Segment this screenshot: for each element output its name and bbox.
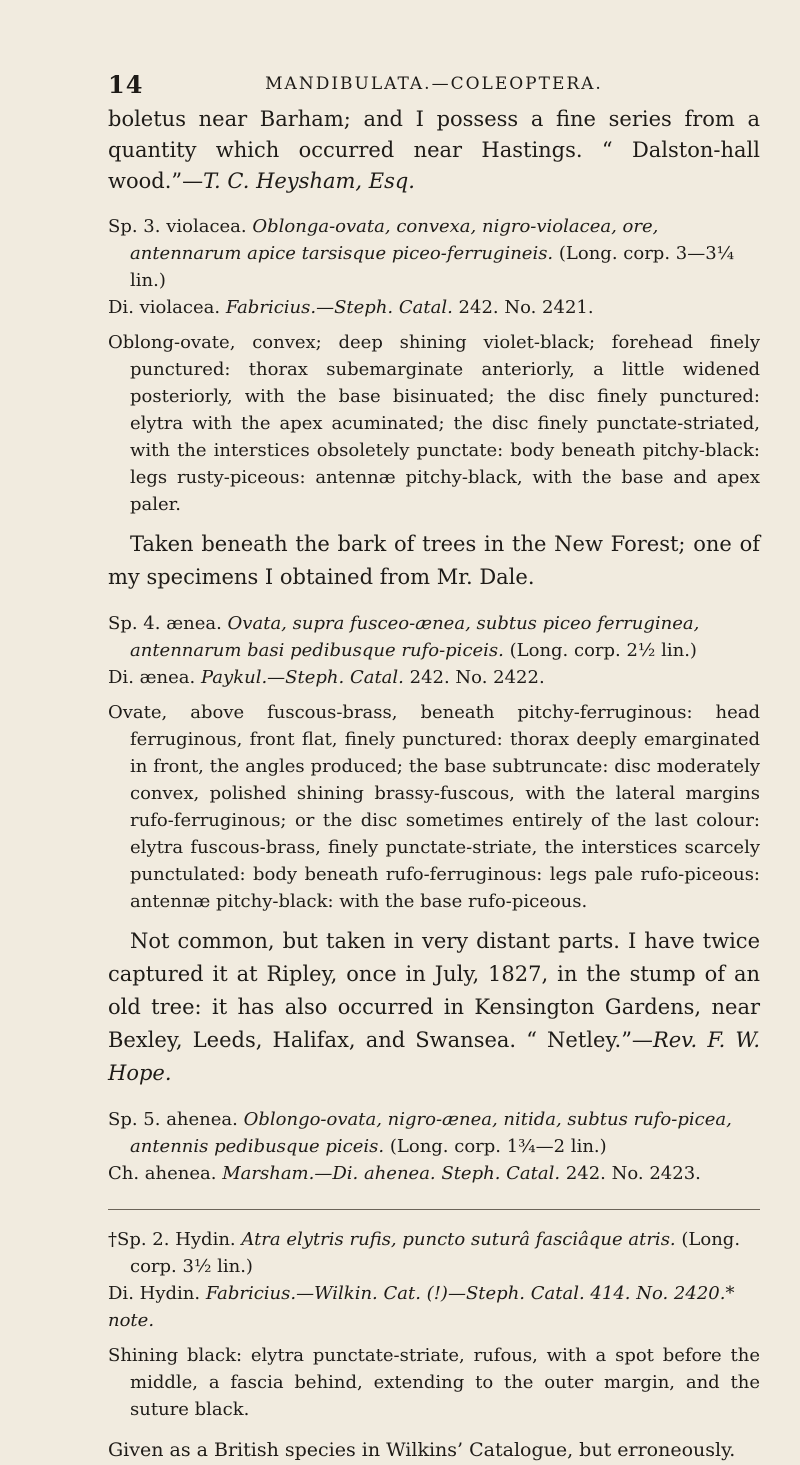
sp3-latin: Oblonga-ovata, convexa, nigro-violacea, ore, antennarum apice tarsisque piceo-ferrugineis. xyxy=(130,216,659,264)
sp4-description: Ovate, above fuscous-brass, beneath pitchy-ferruginous: head ferruginous, front flat, finely punctured: thorax deeply emarginated in front, the angles produced; the base subtruncate: disc moderately convex, polished shining brassy-fuscous, with the lateral margins rufo-ferruginous; or the disc sometimes entirely of the last colour: elytra fuscous-brass, finely punctate-striate, the interstices scarcely punctulated: body beneath rufo-ferruginous: legs pale rufo-piceous: antennæ pitchy-black: with the base rufo-piceous. xyxy=(108,702,760,912)
sp5-syn-label: Ch. ahenea. xyxy=(108,1163,217,1184)
sp3-description: Oblong-ovate, convex; deep shining violet-black; forehead finely punctured: thorax subemarginate anteriorly, a little widened posteriorly, with the base bisinuated; the disc finely punctured: elytra with the apex acuminated; the disc finely punctate-striated, with the interstices obsoletely punctate: body beneath pitchy-black: legs rusty-piceous: antennæ pitchy-black, with the base and apex paler. xyxy=(108,332,760,515)
sp3-syn-num: 242. No. 2421. xyxy=(458,297,594,318)
sp3-note: Taken beneath the bark of trees in the New Forest; one of my specimens I obtained from Mr. Dale. xyxy=(108,532,760,589)
sp2-description: Shining black: elytra punctate-striate, rufous, with a spot before the middle, a fascia behind, extending to the outer margin, and the suture black. xyxy=(108,1345,760,1420)
sp5-label: Sp. 5. ahenea. xyxy=(108,1109,238,1130)
sp4-diagnosis xyxy=(108,610,760,664)
sp4-note-text: Not common, but taken in very distant parts. I have twice captured it at Ripley, once in July, 1827, in the stump of an old tree: it has also occurred in Kensington Gardens, near Bexley, Leeds, Halifax, and Swansea. “ Netley.”— xyxy=(108,929,760,1052)
page-body xyxy=(108,104,760,1465)
lead-paragraph xyxy=(108,104,760,197)
section-divider xyxy=(108,1209,760,1210)
page-header xyxy=(108,70,760,100)
sp5-syn-ref: Marsham.—Di. ahenea. Steph. Catal. xyxy=(222,1163,561,1184)
sp4-note xyxy=(108,925,760,1090)
sp5-latin: Oblongo-ovata, nigro-ænea, nitida, subtus rufo-picea, antennis pedibusque piceis. xyxy=(130,1109,732,1157)
sp3-label: Sp. 3. violacea. xyxy=(108,216,247,237)
sp4-syn-label: Di. ænea. xyxy=(108,667,196,688)
lead-author: T. C. Heysham, Esq. xyxy=(203,169,415,193)
lead-text: boletus near Barham; and I possess a fine series from a quantity which occurred near Hastings. “ Dalston-hall wood.”— xyxy=(108,107,760,193)
sp5-synonym xyxy=(108,1160,760,1187)
sp4-latin: Ovata, supra fusceo-ænea, subtus piceo ferruginea, antennarum basi pedibusque rufo-piceis. xyxy=(130,613,700,661)
sp3-size: (Long. corp. 3—3¼ lin.) xyxy=(130,243,735,291)
sp2-syn-ref: Fabricius.—Wilkin. Cat. (!)—Steph. Catal. xyxy=(205,1283,585,1304)
sp2-latin: Atra elytris rufis, puncto suturâ fasciâque atris. xyxy=(241,1229,676,1250)
sp4-syn-num: 242. No. 2422. xyxy=(409,667,545,688)
sp2-diagnosis xyxy=(108,1226,760,1280)
sp2-synonym xyxy=(108,1280,760,1334)
sp5-size: (Long. corp. 1¾—2 lin.) xyxy=(389,1136,607,1157)
sp5-diagnosis xyxy=(108,1106,760,1160)
sp4-syn-ref: Paykul.—Steph. Catal. xyxy=(200,667,404,688)
sp3-syn-ref: Fabricius.—Steph. Catal. xyxy=(225,297,453,318)
sp3-diagnosis xyxy=(108,213,760,294)
running-head: MANDIBULATA.—COLEOPTERA. xyxy=(265,74,603,94)
sp3-synonym xyxy=(108,294,760,321)
sp5-syn-num: 242. No. 2423. xyxy=(565,1163,701,1184)
sp2-label: †Sp. 2. Hydin. xyxy=(108,1229,236,1250)
page-number: 14 xyxy=(108,70,144,99)
sp2-given-note: Given as a British species in Wilkins’ Catalogue, but erroneously. xyxy=(108,1439,736,1461)
sp2-size: (Long. corp. 3½ lin.) xyxy=(130,1229,741,1277)
sp4-label: Sp. 4. ænea. xyxy=(108,613,222,634)
sp2-syn-label: Di. Hydin. xyxy=(108,1283,201,1304)
sp4-synonym xyxy=(108,664,760,691)
sp2-syn-num: 414. No. 2420.* note. xyxy=(108,1283,735,1331)
sp3-syn-label: Di. violacea. xyxy=(108,297,221,318)
sp4-size: (Long. corp. 2½ lin.) xyxy=(509,640,697,661)
sp4-note-author: Rev. F. W. Hope. xyxy=(108,1028,761,1085)
